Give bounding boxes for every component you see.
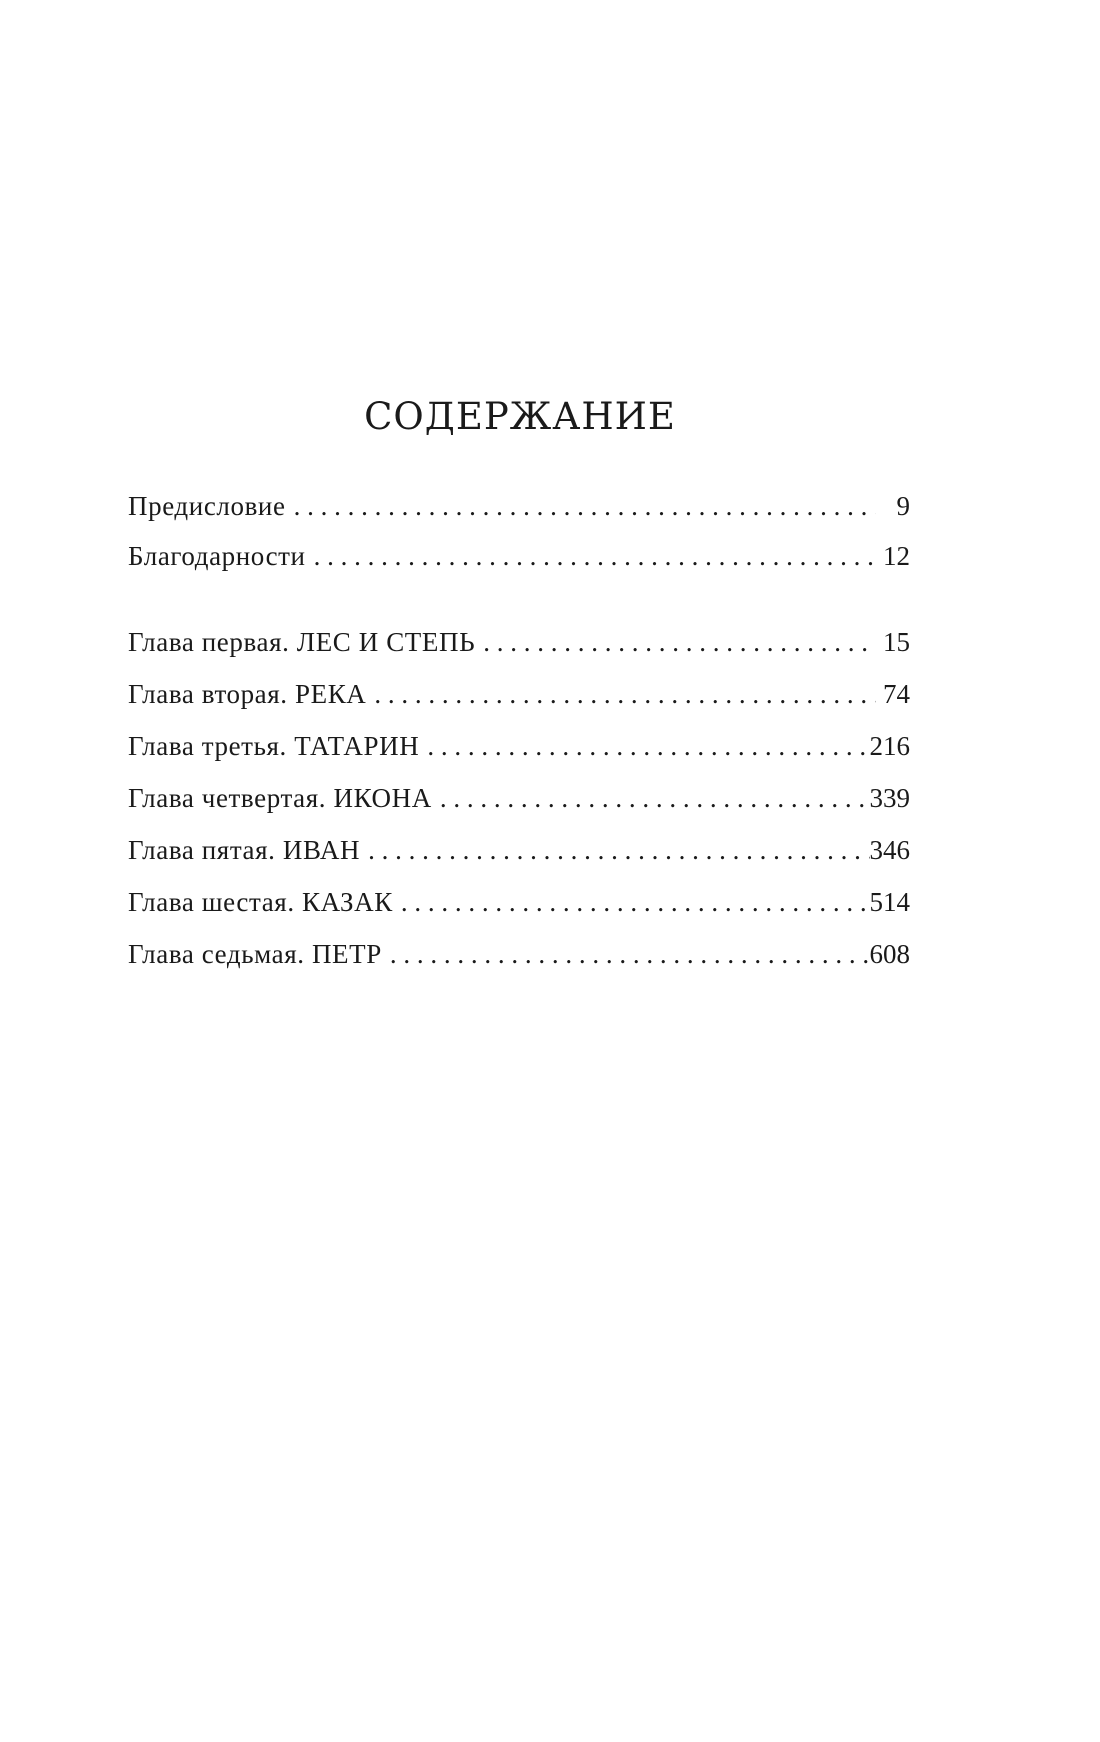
toc-entry-label: Благодарности: [128, 541, 306, 571]
toc-entry-label: Глава четвертая. ИКОНА: [128, 783, 432, 813]
toc-entry-preface[interactable]: [128, 489, 910, 523]
toc-entry-page-number: 74: [883, 679, 910, 709]
toc-entry-label: Глава шестая. КАЗАК: [128, 887, 393, 917]
toc-entry-page-number: 514: [869, 887, 910, 917]
dot-leader: [440, 781, 870, 815]
toc-entry-label: Глава вторая. РЕКА: [128, 679, 367, 709]
dot-leader: [483, 625, 876, 659]
toc-entry-page-number: 216: [869, 731, 910, 761]
toc-entry-chapter-7[interactable]: [128, 937, 910, 971]
toc-entry-acknowledgements[interactable]: [128, 539, 910, 573]
dot-leader: [314, 539, 876, 573]
toc-entry-page-number: 608: [869, 939, 910, 969]
toc-entry-page-number: 339: [869, 783, 910, 813]
toc-entry-chapter-1[interactable]: [128, 625, 910, 659]
toc-entry-label: Глава пятая. ИВАН: [128, 835, 361, 865]
dot-leader: [390, 937, 870, 971]
toc-entry-page-number: 15: [883, 627, 910, 657]
toc-entry-chapter-2[interactable]: [128, 677, 910, 711]
toc-entry-chapter-5[interactable]: [128, 833, 910, 867]
dot-leader: [294, 489, 876, 523]
dot-leader: [401, 885, 870, 919]
toc-entry-chapter-6[interactable]: [128, 885, 910, 919]
page-title: СОДЕРЖАНИЕ: [364, 395, 676, 438]
dot-leader: [368, 833, 869, 867]
toc-entry-page-number: 12: [883, 541, 910, 571]
toc-entry-label: Глава первая. ЛЕС И СТЕПЬ: [128, 627, 476, 657]
toc-entry-chapter-3[interactable]: [128, 729, 910, 763]
dot-leader: [427, 729, 869, 763]
toc-entry-label: Глава седьмая. ПЕТР: [128, 939, 382, 969]
toc-entry-chapter-4[interactable]: [128, 781, 910, 815]
toc-entry-page-number: 346: [869, 835, 910, 865]
toc-entry-page-number: 9: [896, 491, 910, 521]
toc-entry-label: Глава третья. ТАТАРИН: [128, 731, 420, 761]
toc-entry-label: Предисловие: [128, 491, 286, 521]
dot-leader: [374, 677, 876, 711]
